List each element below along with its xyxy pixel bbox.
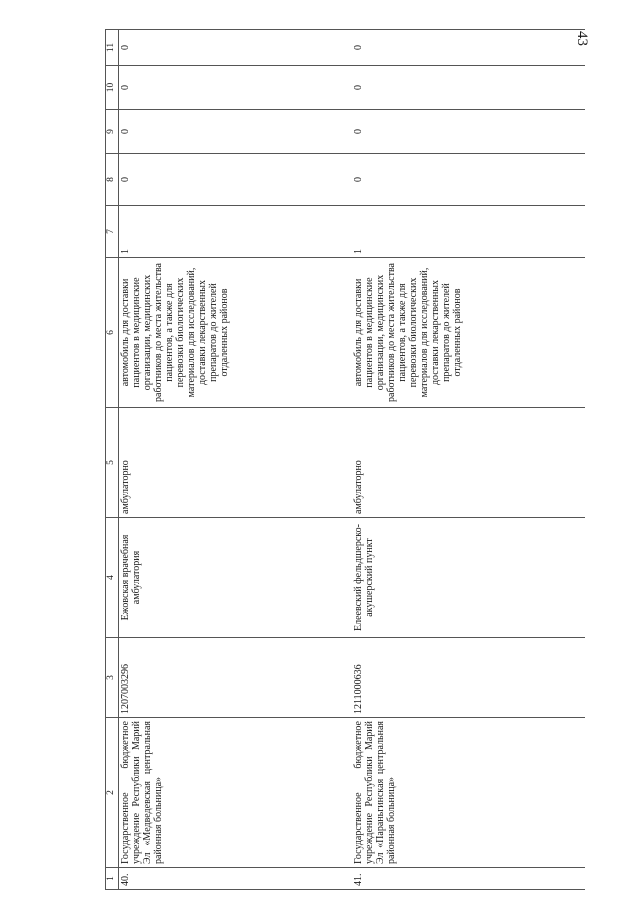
page-number: 43 — [574, 31, 590, 46]
organization-code: 1211000636 — [352, 638, 585, 718]
column-header: 9 — [106, 110, 119, 154]
value-col-9: 0 — [119, 110, 352, 154]
table-row — [352, 30, 585, 890]
value-col-7: 1 — [352, 206, 585, 258]
column-header: 4 — [106, 518, 119, 638]
value-col-11: 0 — [119, 30, 352, 66]
column-header: 5 — [106, 408, 119, 518]
column-header: 7 — [106, 206, 119, 258]
care-mode: амбулаторно — [119, 408, 352, 518]
vehicle-purpose: автомобиль для доставки пациентов в медицинские организации, медицинских работников до места жительства пациентов, а также для перевозки биологических материалов для исследований, доставки лекарственных препаратов до жителей отдаленных районов — [119, 258, 352, 408]
row-number: 41. — [352, 868, 585, 890]
vehicles-table — [105, 29, 585, 890]
table-row — [119, 30, 352, 890]
value-col-9: 0 — [352, 110, 585, 154]
column-header: 10 — [106, 66, 119, 110]
organization-name: Государственное бюджетное учреждение Республики Марий Эл «Медведевская центральная районная больница» — [119, 718, 352, 868]
value-col-8: 0 — [352, 154, 585, 206]
vehicle-purpose: автомобиль для доставки пациентов в медицинские организации, медицинских работников до места жительства пациентов, а также для перевозки биологических материалов для исследований, доставки лекарственных препаратов до жителей отдаленных районов — [352, 258, 585, 408]
value-col-11: 0 — [352, 30, 585, 66]
value-col-8: 0 — [119, 154, 352, 206]
organization-name: Государственное бюджетное учреждение Республики Марий Эл «Параньгинская центральная районная больница» — [352, 718, 585, 868]
care-mode: амбулаторно — [352, 408, 585, 518]
value-col-7: 1 — [119, 206, 352, 258]
medical-unit: Ежовская врачебная амбулатория — [119, 518, 352, 638]
column-header: 1 — [106, 868, 119, 890]
organization-code: 1207003296 — [119, 638, 352, 718]
column-number-row — [106, 30, 119, 890]
value-col-10: 0 — [352, 66, 585, 110]
column-header: 8 — [106, 154, 119, 206]
column-header: 3 — [106, 638, 119, 718]
value-col-10: 0 — [119, 66, 352, 110]
column-header: 11 — [106, 30, 119, 66]
medical-unit: Елеевский фельдшерско-акушерский пункт — [352, 518, 585, 638]
column-header: 6 — [106, 258, 119, 408]
row-number: 40. — [119, 868, 352, 890]
column-header: 2 — [106, 718, 119, 868]
rotated-table-container — [105, 30, 625, 890]
